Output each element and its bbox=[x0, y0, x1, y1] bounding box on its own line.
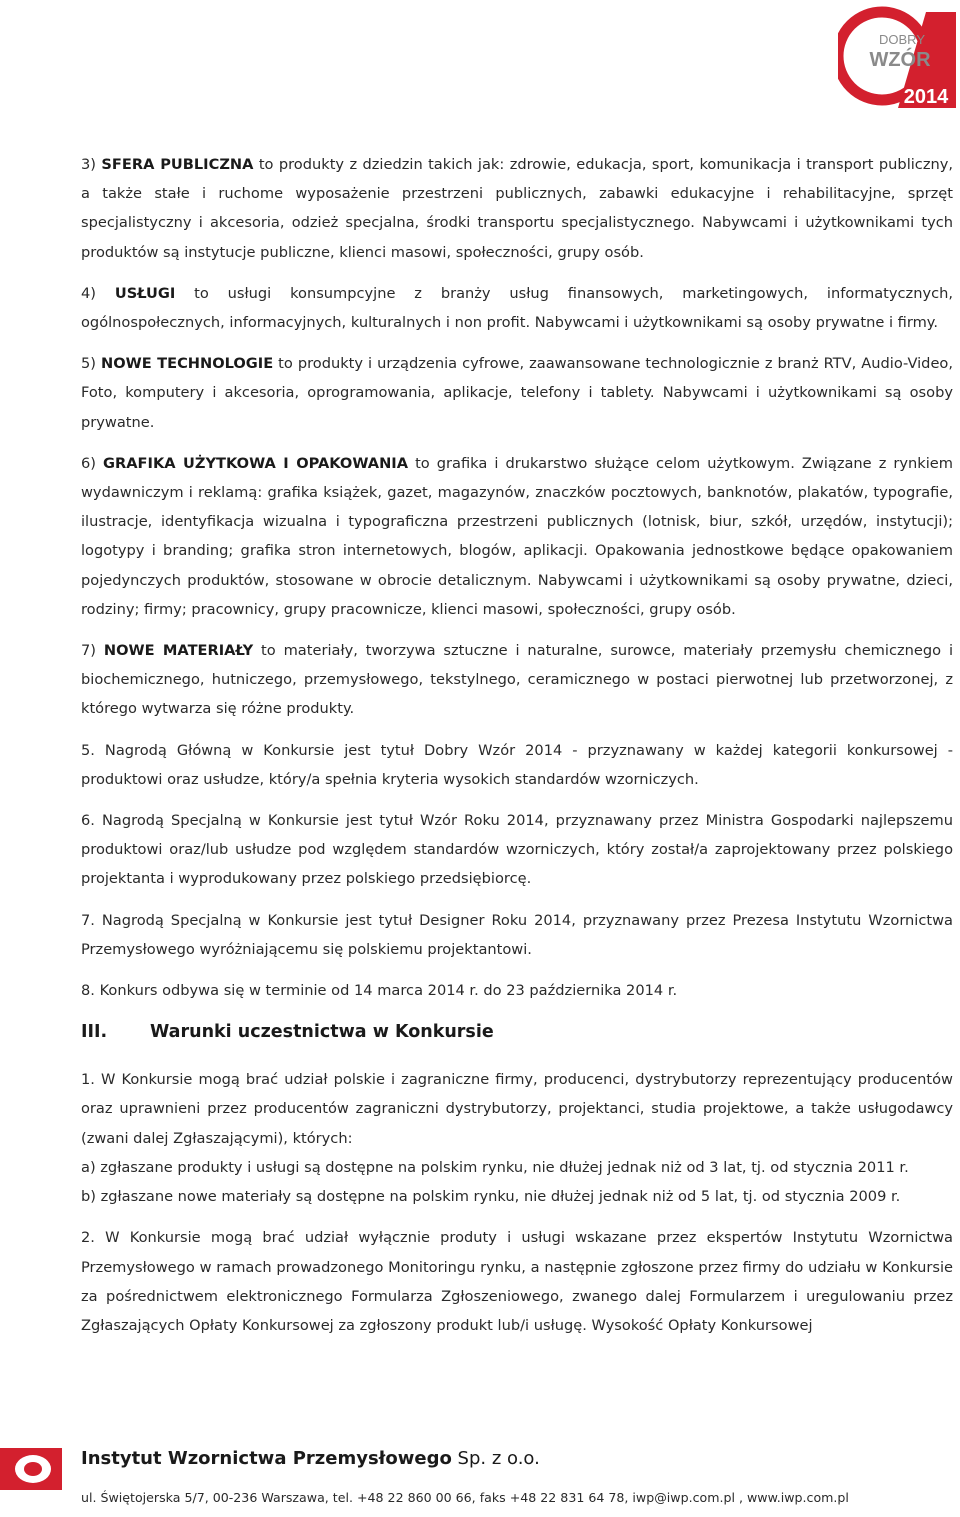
condition-1a: a) zgłaszane produkty i usługi są dostępne na polskim rynku, nie dłużej jednak niż od 3 lat, tj. od stycznia 2011 r. bbox=[81, 1158, 909, 1176]
section-number: 7) bbox=[81, 642, 96, 660]
section-heading bbox=[81, 1017, 953, 1047]
category-term: GRAFIKA UŻYTKOWA I OPAKOWANIA bbox=[103, 454, 409, 472]
category-5 bbox=[81, 349, 953, 437]
category-description: to materiały, tworzywa sztuczne i naturalne, surowce, materiały przemysłu chemicznego i biochemicznego, hutniczego, przemysłowego, tekstylnego, ceramicznego w postaci pierwotnej lub przetworzonej, z którego wytwarza się różne produkty. bbox=[81, 642, 953, 718]
iwp-logo-icon bbox=[0, 1448, 62, 1490]
category-description: to grafika i drukarstwo służące celom użytkowym. Związane z rynkiem wydawniczym i reklamą: grafika książek, gazet, magazynów, znaczków pocztowych, banknotów, plakatów, typografie, ilustracje, identyfikacja wizualna i typograficzna przestrzeni publicznych (lotnisk, biur, szkół, urzędów, instytucji); logotypy i branding; grafika stron internetowych, blogów, aplikacji. Opakowania jednostkowe będące opakowaniem pojedynczych produktów, stosowane w obrocie detalicznym. Nabywcami i użytkownikami są osoby prywatne, dzieci, rodziny; firmy; pracownicy, grupy pracownicze, klienci masowi, społeczności, grupy osób. bbox=[81, 454, 953, 618]
category-description: to produkty i urządzenia cyfrowe, zaawansowane technologicznie z branż RTV, Audio-Video, Foto, komputery i akcesoria, oprogramowania, aplikacje, telefony i tablety. Nabywcami i użytkownikami są osoby prywatne. bbox=[81, 355, 953, 431]
section-heading-number: III. bbox=[81, 1022, 108, 1043]
logo-year: 2014 bbox=[903, 86, 949, 108]
logo-line1: DOBRY bbox=[879, 32, 925, 47]
category-term: NOWE TECHNOLOGIE bbox=[101, 355, 274, 373]
section-number: 4) bbox=[81, 284, 96, 302]
category-3 bbox=[81, 150, 953, 267]
document-body bbox=[81, 150, 953, 1352]
category-description: to produkty z dziedzin takich jak: zdrowie, edukacja, sport, komunikacja i transport publiczny, a także stałe i ruchome wyposażenie przestrzeni publicznych, zabawki edukacyjne i rehabilitacyjne, sprzęt specjalistyczny i akcesoria, odzież specjalna, środki transportu specjalistycznego. Nabywcami i użytkownikami tych produktów są instytucje publiczne, klienci masowi, społeczności, grupy osób. bbox=[81, 156, 954, 261]
category-description: to usługi konsumpcyjne z branży usług finansowych, marketingowych, informatycznych, ogólnospołecznych, informacyjnych, kulturalnych i non profit. Nabywcami i użytkownikami są osoby prywatne i firmy. bbox=[81, 284, 953, 332]
section-number: 6) bbox=[81, 454, 96, 472]
logo-line2: WZÓR bbox=[869, 49, 931, 71]
footer-organization bbox=[81, 1448, 540, 1469]
organization-name: Instytut Wzornictwa Przemysłowego bbox=[81, 1448, 452, 1469]
section-number: 3) bbox=[81, 156, 96, 173]
point-8: 8. Konkurs odbywa się w terminie od 14 marca 2014 r. do 23 października 2014 r. bbox=[81, 982, 678, 1000]
point-7: 7. Nagrodą Specjalną w Konkursie jest tytuł Designer Roku 2014, przyznawany przez Prezesa Instytutu Wzornictwa Przemysłowego wyróżniającemu się polskiemu projektantowi. bbox=[81, 911, 953, 958]
condition-1b: b) zgłaszane nowe materiały są dostępne na polskim rynku, nie dłużej jednak niż od 5 lat, tj. od stycznia 2009 r. bbox=[81, 1188, 901, 1206]
point-5: 5. Nagrodą Główną w Konkursie jest tytuł Dobry Wzór 2014 - przyznawany w każdej kategorii konkursowej - produktowi oraz usłudze, który/a spełnia kryteria wysokich standardów wzorniczych. bbox=[81, 741, 953, 788]
organization-suffix: Sp. z o.o. bbox=[451, 1448, 540, 1469]
footer-address: ul. Świętojerska 5/7, 00-236 Warszawa, tel. +48 22 860 00 66, faks +48 22 831 64 78, iwp@iwp.com.pl , www.iwp.com.pl bbox=[81, 1490, 849, 1505]
point-6: 6. Nagrodą Specjalną w Konkursie jest tytuł Wzór Roku 2014, przyznawany przez Ministra Gospodarki najlepszemu produktowi oraz/lub usłudze pod względem standardów wzorniczych, który został/a zaprojektowany przez polskiego projektanta i wyprodukowany przez polskiego przedsiębiorcę. bbox=[81, 812, 953, 888]
category-6 bbox=[81, 449, 953, 624]
condition-1: 1. W Konkursie mogą brać udział polskie i zagraniczne firmy, producenci, dystrybutorzy reprezentujący producentów oraz uprawnieni przez producentów zagraniczni dystrybutorzy, projektanci, studia projektowe, a także usługodawcy (zwani dalej Zgłaszającymi), których: bbox=[81, 1071, 953, 1147]
dobry-wzor-logo bbox=[808, 4, 956, 108]
category-7 bbox=[81, 636, 953, 724]
condition-2: 2. W Konkursie mogą brać udział wyłącznie produty i usługi wskazane przez ekspertów Instytutu Wzornictwa Przemysłowego w ramach prowadzonego Monitoringu rynku, a następnie zgłoszone przez firmy do udziału w Konkursie za pośrednictwem elektronicznego Formularza Zgłoszeniowego, zwanego dalej Formularzem i uregulowaniu przez Zgłaszających Opłaty Konkursowej za zgłoszony produkt lub/i usługę. Wysokość Opłaty Konkursowej bbox=[81, 1229, 953, 1334]
category-term: SFERA PUBLICZNA bbox=[101, 156, 254, 173]
section-number: 5) bbox=[81, 355, 96, 373]
category-4 bbox=[81, 279, 953, 337]
section-heading-title: Warunki uczestnictwa w Konkursie bbox=[150, 1022, 494, 1043]
category-term: NOWE MATERIAŁY bbox=[103, 642, 254, 660]
page-footer bbox=[0, 1430, 960, 1517]
category-term: USŁUGI bbox=[114, 284, 176, 302]
